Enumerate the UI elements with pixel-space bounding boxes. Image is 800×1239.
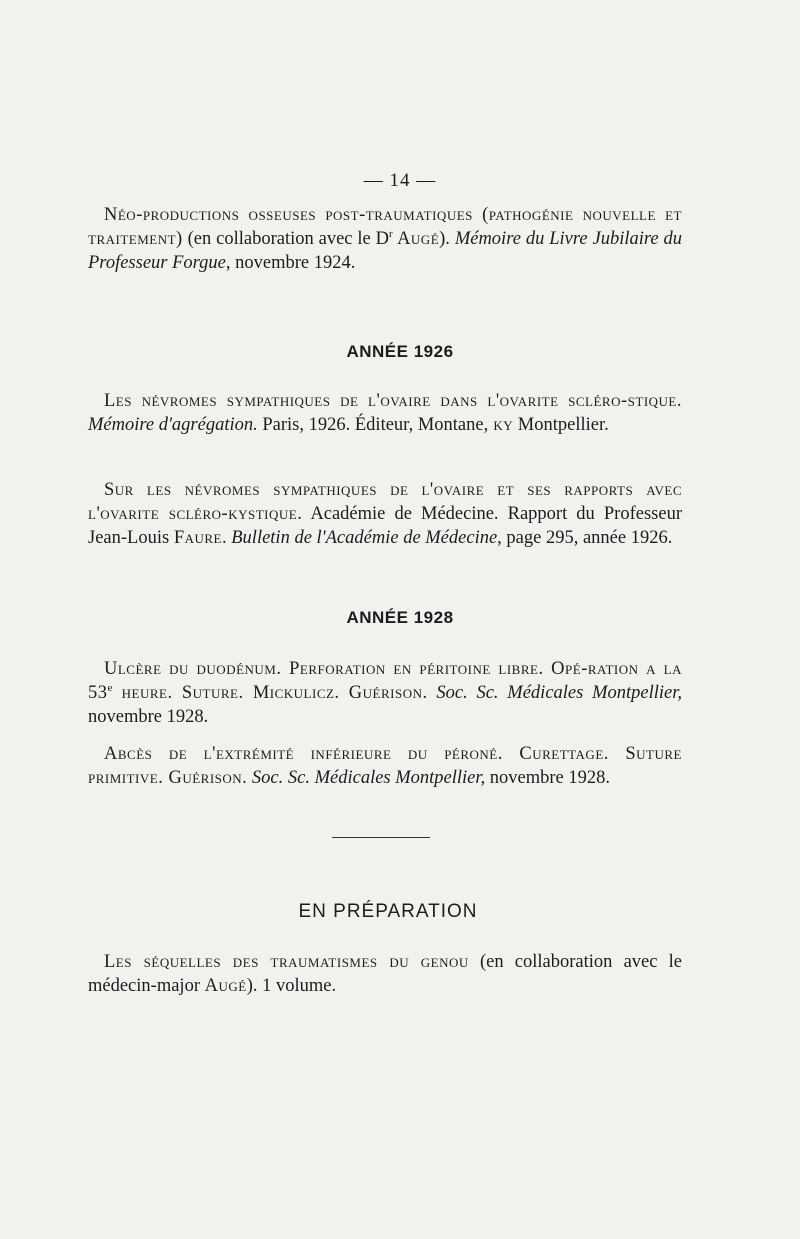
entry-collab-name: Augé (204, 976, 247, 996)
bibliography-entry-4 (88, 657, 682, 729)
bibliography-entry-1 (88, 203, 682, 275)
entry-body: Académie de Médecine. Rapport du Professeur Jean-Louis (88, 504, 682, 548)
entry-rest: novembre 1928. (88, 707, 209, 727)
section-divider (332, 837, 430, 838)
bibliography-entry-3 (88, 478, 682, 550)
entry-title: Abcès de l'extrémité inférieure du péroné. Curettage. Suture primitive. Guérison. (88, 744, 682, 788)
entry-city: Montpellier. (513, 415, 609, 435)
entry-title: Sur les névromes sympathiques de l'ovaire et ses rapports avec l'ovarite scléro-kystique. (88, 480, 682, 524)
entry-rest: page 295, année 1926. (501, 528, 673, 548)
entry-title: Les séquelles des traumatismes du genou (104, 952, 469, 972)
entry-journal: Mémoire d'agrégation. (88, 415, 258, 435)
entry-journal: Soc. Sc. Médicales Montpellier, (427, 683, 682, 703)
entry-title: Les névromes sympathiques de l'ovaire dans l'ovarite scléro-stique. (104, 391, 682, 411)
entry-author: Faure (173, 528, 222, 548)
year-heading-1928: ANNÉE 1928 (346, 608, 454, 627)
entry-journal: Mémoire du Livre Jubilaire du Professeur Forgue (88, 229, 682, 273)
entry-journal: Bulletin de l'Académie de Médecine, (231, 528, 502, 548)
entry-collab: (en collaboration avec le D (182, 229, 390, 249)
bibliography-entry-6 (88, 950, 682, 998)
entry-dot: . (222, 528, 232, 548)
bibliography-entry-2 (88, 389, 682, 437)
entry-date: , novembre 1924. (225, 253, 356, 273)
page-number: — 14 — (363, 170, 437, 191)
entry-collab: (en collaboration avec le médecin-major (88, 952, 682, 996)
entry-close: ). (439, 229, 455, 249)
entry-title: Ulcère du duodénum. Perforation en péritoine libre. Opé-ration a la 53 (88, 659, 682, 703)
entry-title: Néo-productions osseuses post-traumatiques (pathogénie nouvelle et traitement) (88, 205, 682, 249)
entry-publisher-suffix: ky (488, 415, 514, 435)
year-heading-1926: ANNÉE 1926 (346, 342, 454, 361)
entry-rest: ). 1 volume. (246, 976, 337, 996)
entry-collab-name: Augé (392, 229, 440, 249)
entry-publisher: Paris, 1926. Éditeur, Montane, (257, 415, 489, 435)
entry-title-cont: heure. Suture. Mickulicz. Guérison. (112, 683, 428, 703)
bibliography-entry-5 (88, 742, 682, 790)
entry-journal: Soc. Sc. Médicales Montpellier, (247, 768, 486, 788)
dr-superscript: r (389, 227, 393, 240)
entry-rest: novembre 1928. (485, 768, 611, 788)
section-heading-preparation: EN PRÉPARATION (298, 901, 478, 922)
ordinal-superscript: e (107, 681, 113, 694)
